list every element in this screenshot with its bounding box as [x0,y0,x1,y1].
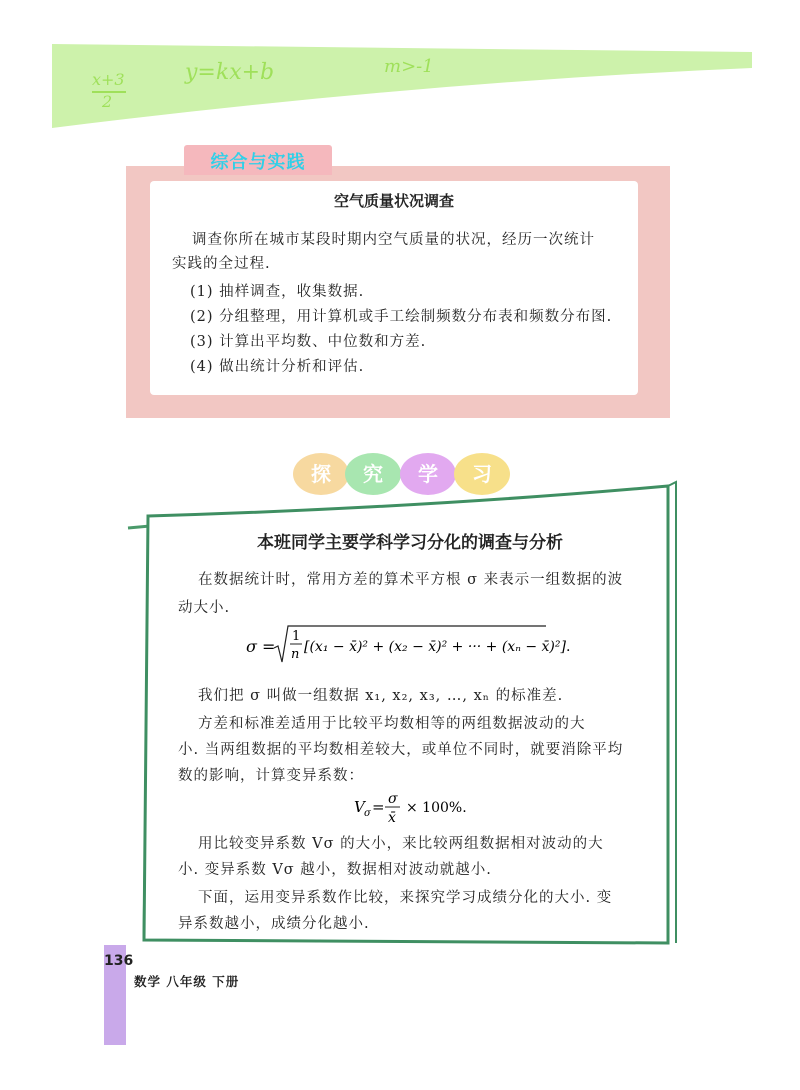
svg-text:=: = [372,798,385,816]
practice-intro-line2: 实践的全过程. [172,256,271,272]
explore-p4-line2: 小. 变异系数 Vσ 越小，数据相对波动就越小. [178,862,492,878]
practice-step-1: (1) 抽样调查，收集数据. [190,284,365,300]
explore-p5-line2: 异系数越小，成绩分化越小. [178,916,370,932]
svg-text:n: n [291,647,300,662]
svg-text:σ: σ [364,808,371,819]
explore-p3-line2: 小. 当两组数据的平均数相差较大，或单位不同时，就要消除平均 [178,742,624,758]
svg-text:[(x₁ − x̄)² + (x₂ − x̄)² + ···: [(x₁ − x̄)² + (x₂ − x̄)² + ··· + (xₙ − x̄)²] [304,639,566,655]
banner-formula-denominator: 2 [102,92,113,111]
svg-text:1: 1 [292,629,301,644]
banner-formula-inequality: m>-1 [384,56,434,77]
explore-p2: 我们把 σ 叫做一组数据 x₁, x₂, x₃, …, xₙ 的标准差. [198,688,564,704]
std-formula-svg [244,622,584,668]
explore-p1-line1: 在数据统计时，常用方差的算术平方根 σ 来表示一组数据的波 [198,572,624,588]
svg-text:.: . [566,639,571,655]
banner-formula-numerator: x+3 [92,70,125,89]
explore-p5-line1: 下面，运用变异系数作比较，来探究学习成绩分化的大小. 变 [198,890,613,906]
svg-text:σ =: σ = [246,637,276,656]
explore-title: 本班同学主要学科学习分化的调查与分析 [257,533,563,553]
std-formula [244,622,584,668]
practice-step-3: (3) 计算出平均数、中位数和方差. [190,334,427,350]
practice-intro-line1: 调查你所在城市某段时期内空气质量的状况，经历一次统计 [192,232,595,248]
banner-formula-linear: y=kx+b [185,60,275,85]
svg-text:σ: σ [388,791,398,807]
svg-text:x̄: x̄ [388,810,396,826]
explore-bubble-3: 学 [400,453,456,495]
svg-text:× 100%.: × 100%. [406,800,467,816]
practice-title: 空气质量状况调查 [333,192,454,210]
explore-p4-line1: 用比较变异系数 Vσ 的大小，来比较两组数据相对波动的大 [198,836,604,852]
svg-text:V: V [354,798,365,816]
footer-book-title: 数学 八年级 下册 [134,974,240,989]
explore-bubble-2: 究 [345,453,401,495]
practice-tab-label: 综合与实践 [210,152,306,173]
explore-p3-line3: 数的影响，计算变异系数： [178,768,364,784]
practice-step-2: (2) 分组整理，用计算机或手工绘制频数分布表和频数分布图. [190,309,613,325]
page-number: 136 [104,953,134,969]
cv-formula [352,786,492,830]
practice-step-4: (4) 做出统计分析和评估. [190,359,365,375]
explore-bubble-4: 习 [454,453,510,495]
cv-formula-svg [352,786,492,830]
explore-p3-line1: 方差和标准差适用于比较平均数相等的两组数据波动的大 [198,716,586,732]
explore-p1-line2: 动大小. [178,600,231,616]
explore-bubble-1: 探 [293,453,349,495]
